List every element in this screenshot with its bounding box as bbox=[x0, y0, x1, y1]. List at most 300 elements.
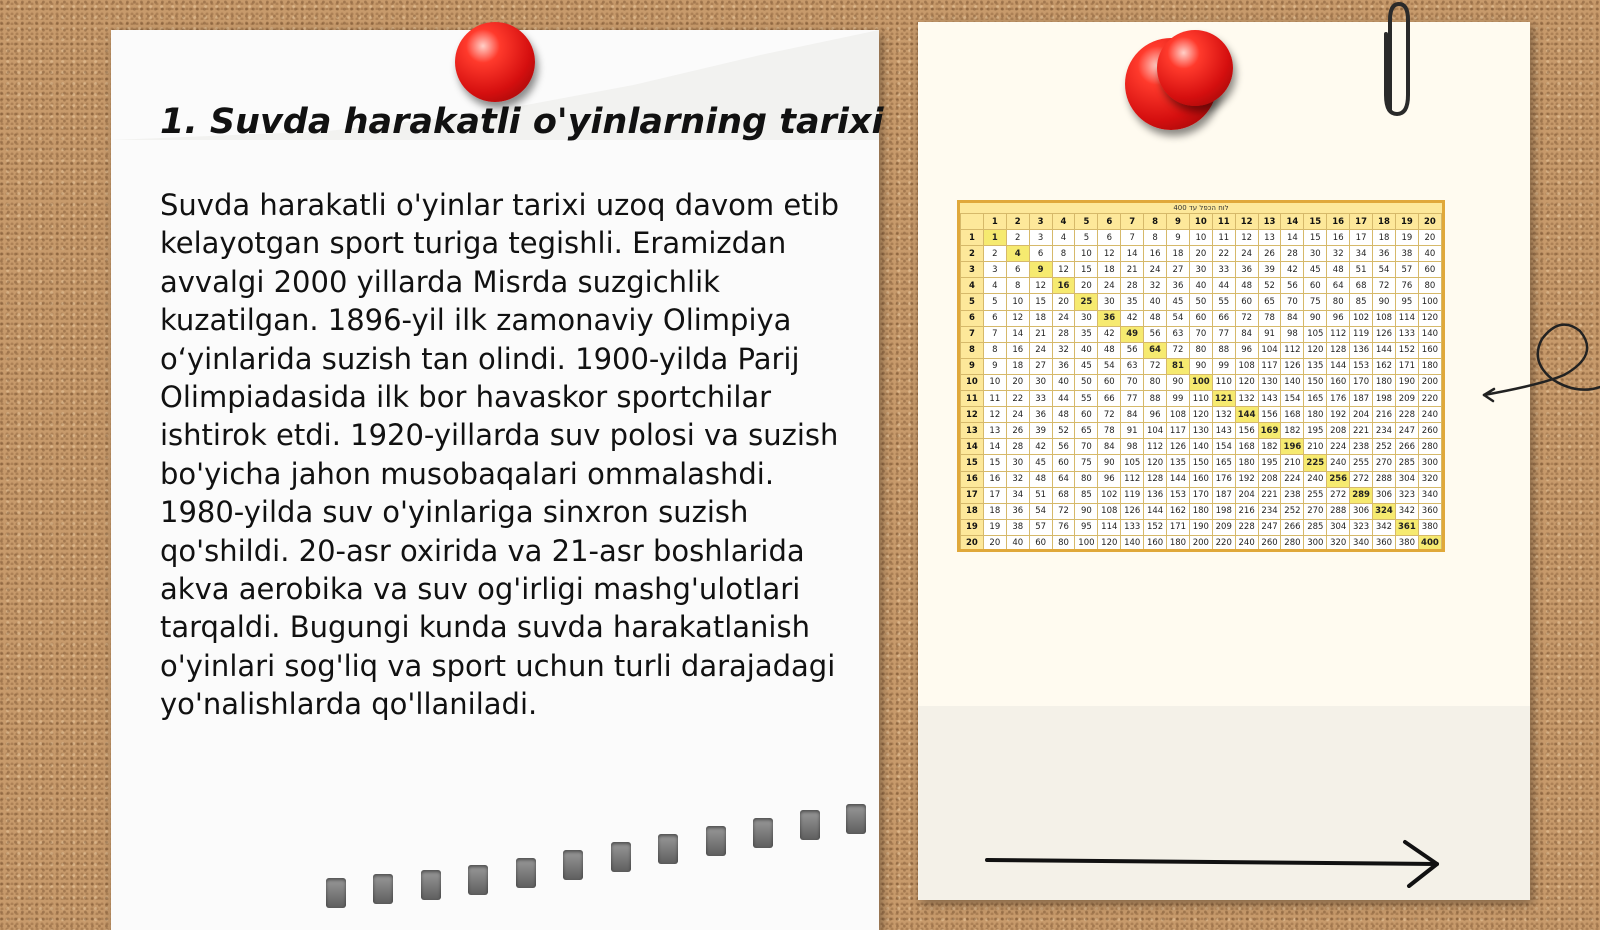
table-cell: 4 bbox=[1006, 246, 1029, 262]
table-cell: 169 bbox=[1258, 423, 1281, 439]
arrow-right-icon bbox=[985, 838, 1445, 888]
table-cell: 120 bbox=[1098, 535, 1121, 551]
table-cell: 140 bbox=[1121, 535, 1144, 551]
table-cell: 110 bbox=[1212, 374, 1235, 390]
table-cell: 12 bbox=[1052, 262, 1075, 278]
table-cell: 176 bbox=[1327, 391, 1350, 407]
table-cell: 24 bbox=[1006, 407, 1029, 423]
binding-slot bbox=[611, 842, 631, 872]
table-row bbox=[961, 374, 1442, 390]
table-cell: 108 bbox=[1235, 358, 1258, 374]
table-row bbox=[961, 310, 1442, 326]
table-cell: 6 bbox=[1029, 246, 1052, 262]
table-cell: 323 bbox=[1350, 519, 1373, 535]
table-cell: 42 bbox=[1029, 439, 1052, 455]
table-cell: 225 bbox=[1304, 455, 1327, 471]
table-cell: 51 bbox=[1029, 487, 1052, 503]
table-cell: 9 bbox=[1029, 262, 1052, 278]
table-cell: 20 bbox=[1189, 246, 1212, 262]
table-cell: 120 bbox=[1235, 374, 1258, 390]
table-column-header: 12 bbox=[1235, 214, 1258, 230]
table-cell: 168 bbox=[1281, 407, 1304, 423]
binding-slot bbox=[753, 818, 773, 848]
table-column-header: 20 bbox=[1418, 214, 1441, 230]
table-cell: 162 bbox=[1167, 503, 1190, 519]
table-cell: 285 bbox=[1304, 519, 1327, 535]
table-cell: 320 bbox=[1418, 471, 1441, 487]
table-corner bbox=[961, 214, 984, 230]
table-cell: 42 bbox=[1098, 326, 1121, 342]
table-cell: 224 bbox=[1281, 471, 1304, 487]
table-cell: 105 bbox=[1121, 455, 1144, 471]
table-cell: 28 bbox=[1006, 439, 1029, 455]
page-title: 1. Suvda harakatli o'yinlarning tarixi bbox=[160, 102, 884, 142]
table-cell: 182 bbox=[1258, 439, 1281, 455]
table-cell: 200 bbox=[1418, 374, 1441, 390]
table-cell: 190 bbox=[1395, 374, 1418, 390]
table-cell: 18 bbox=[1167, 246, 1190, 262]
table-cell: 80 bbox=[1327, 294, 1350, 310]
table-cell: 32 bbox=[1144, 278, 1167, 294]
table-row-header: 13 bbox=[961, 423, 984, 439]
table-cell: 8 bbox=[983, 342, 1006, 358]
table-cell: 400 bbox=[1418, 535, 1441, 551]
table-cell: 195 bbox=[1304, 423, 1327, 439]
table-cell: 6 bbox=[983, 310, 1006, 326]
table-cell: 198 bbox=[1373, 391, 1396, 407]
table-cell: 36 bbox=[1235, 262, 1258, 278]
paperclip-icon bbox=[1380, 0, 1414, 120]
table-cell: 72 bbox=[1144, 358, 1167, 374]
table-cell: 238 bbox=[1350, 439, 1373, 455]
table-cell: 45 bbox=[1029, 455, 1052, 471]
table-cell: 36 bbox=[1006, 503, 1029, 519]
table-cell: 360 bbox=[1373, 535, 1396, 551]
table-cell: 72 bbox=[1373, 278, 1396, 294]
table-cell: 32 bbox=[1327, 246, 1350, 262]
table-cell: 340 bbox=[1350, 535, 1373, 551]
table-cell: 240 bbox=[1304, 471, 1327, 487]
table-cell: 63 bbox=[1167, 326, 1190, 342]
binding-slot bbox=[706, 826, 726, 856]
table-cell: 360 bbox=[1418, 503, 1441, 519]
table-cell: 40 bbox=[1075, 342, 1098, 358]
table-cell: 96 bbox=[1098, 471, 1121, 487]
table-cell: 96 bbox=[1327, 310, 1350, 326]
table-cell: 48 bbox=[1327, 262, 1350, 278]
table-cell: 12 bbox=[1006, 310, 1029, 326]
table-cell: 57 bbox=[1395, 262, 1418, 278]
table-cell: 105 bbox=[1304, 326, 1327, 342]
table-cell: 75 bbox=[1075, 455, 1098, 471]
table-row-header: 8 bbox=[961, 342, 984, 358]
table-cell: 64 bbox=[1144, 342, 1167, 358]
table-cell: 44 bbox=[1212, 278, 1235, 294]
table-cell: 10 bbox=[1075, 246, 1098, 262]
table-cell: 90 bbox=[1075, 503, 1098, 519]
table-cell: 247 bbox=[1258, 519, 1281, 535]
table-cell: 144 bbox=[1235, 407, 1258, 423]
table-cell: 48 bbox=[1235, 278, 1258, 294]
table-column-header: 7 bbox=[1121, 214, 1144, 230]
table-cell: 300 bbox=[1304, 535, 1327, 551]
table-cell: 135 bbox=[1304, 358, 1327, 374]
table-cell: 144 bbox=[1144, 503, 1167, 519]
table-cell: 380 bbox=[1418, 519, 1441, 535]
table-row bbox=[961, 230, 1442, 246]
table-cell: 42 bbox=[1281, 262, 1304, 278]
table-row-header: 17 bbox=[961, 487, 984, 503]
binding-slot bbox=[800, 810, 820, 840]
table-cell: 380 bbox=[1395, 535, 1418, 551]
table-cell: 32 bbox=[1052, 342, 1075, 358]
table-cell: 10 bbox=[1189, 230, 1212, 246]
history-paragraph: Suvda harakatli o'yinlar tarixi uzoq davom etib kelayotgan sport turiga tegishli. Eramizdan avvalgi 2000 yillarda Misrda suzgichlik kuzatilgan. 1896-yil ilk zamonaviy Olimpiya o‘yinlarida suzish tan olindi. 1900-yilda Parij Olimpiadasida ilk bor havaskor sportchilar ishtirok etdi. 1920-yillarda suv polosi va suzish bo'yicha jahon musobaqalari ommalashdi. 1980-yilda suv o'yinlariga sinxron suzish qo'shildi. 20-asr oxirida va 21-asr boshlarida akva aerobika va suv og'irligi mashg'ulotlari tarqaldi. Bugungi kunda suvda harakatlanish o'yinlari sog'liq va sport uchun turli darajadagi yo'nalishlarda qo'llaniladi. bbox=[160, 188, 839, 722]
table-cell: 84 bbox=[1235, 326, 1258, 342]
table-cell: 14 bbox=[1121, 246, 1144, 262]
table-cell: 18 bbox=[1029, 310, 1052, 326]
table-cell: 114 bbox=[1098, 519, 1121, 535]
table-cell: 288 bbox=[1373, 471, 1396, 487]
table-cell: 15 bbox=[1304, 230, 1327, 246]
table-cell: 77 bbox=[1212, 326, 1235, 342]
table-column-header: 9 bbox=[1167, 214, 1190, 230]
table-cell: 221 bbox=[1258, 487, 1281, 503]
table-cell: 15 bbox=[983, 455, 1006, 471]
table-cell: 110 bbox=[1189, 391, 1212, 407]
table-cell: 160 bbox=[1418, 342, 1441, 358]
table-row-header: 12 bbox=[961, 407, 984, 423]
table-cell: 52 bbox=[1258, 278, 1281, 294]
table-cell: 57 bbox=[1029, 519, 1052, 535]
table-column-header: 11 bbox=[1212, 214, 1235, 230]
table-row-header: 6 bbox=[961, 310, 984, 326]
table-cell: 187 bbox=[1212, 487, 1235, 503]
table-cell: 51 bbox=[1350, 262, 1373, 278]
table-cell: 240 bbox=[1327, 455, 1350, 471]
table-cell: 50 bbox=[1189, 294, 1212, 310]
table-cell: 90 bbox=[1167, 374, 1190, 390]
table-cell: 40 bbox=[1418, 246, 1441, 262]
table-cell: 240 bbox=[1235, 535, 1258, 551]
table-cell: 52 bbox=[1052, 423, 1075, 439]
table-cell: 14 bbox=[1281, 230, 1304, 246]
table-cell: 240 bbox=[1418, 407, 1441, 423]
table-cell: 24 bbox=[1235, 246, 1258, 262]
table-cell: 27 bbox=[1167, 262, 1190, 278]
table-cell: 39 bbox=[1258, 262, 1281, 278]
table-cell: 288 bbox=[1327, 503, 1350, 519]
table-cell: 76 bbox=[1395, 278, 1418, 294]
table-cell: 48 bbox=[1052, 407, 1075, 423]
table-cell: 78 bbox=[1258, 310, 1281, 326]
table-row-header: 19 bbox=[961, 519, 984, 535]
table-row bbox=[961, 455, 1442, 471]
table-cell: 54 bbox=[1167, 310, 1190, 326]
table-cell: 180 bbox=[1373, 374, 1396, 390]
table-cell: 323 bbox=[1395, 487, 1418, 503]
table-cell: 54 bbox=[1373, 262, 1396, 278]
table-cell: 28 bbox=[1052, 326, 1075, 342]
table-cell: 144 bbox=[1327, 358, 1350, 374]
table-cell: 140 bbox=[1189, 439, 1212, 455]
table-cell: 228 bbox=[1395, 407, 1418, 423]
table-cell: 130 bbox=[1189, 423, 1212, 439]
table-cell: 255 bbox=[1304, 487, 1327, 503]
table-cell: 66 bbox=[1098, 391, 1121, 407]
table-cell: 140 bbox=[1418, 326, 1441, 342]
table-cell: 24 bbox=[1029, 342, 1052, 358]
table-row bbox=[961, 391, 1442, 407]
table-cell: 171 bbox=[1395, 358, 1418, 374]
table-cell: 36 bbox=[1052, 358, 1075, 374]
table-cell: 247 bbox=[1395, 423, 1418, 439]
table-column-header: 5 bbox=[1075, 214, 1098, 230]
table-cell: 18 bbox=[983, 503, 1006, 519]
table-cell: 84 bbox=[1121, 407, 1144, 423]
table-cell: 68 bbox=[1350, 278, 1373, 294]
table-cell: 143 bbox=[1212, 423, 1235, 439]
table-cell: 195 bbox=[1258, 455, 1281, 471]
table-cell: 65 bbox=[1258, 294, 1281, 310]
table-cell: 7 bbox=[983, 326, 1006, 342]
table-cell: 112 bbox=[1281, 342, 1304, 358]
table-column-header: 13 bbox=[1258, 214, 1281, 230]
table-cell: 176 bbox=[1212, 471, 1235, 487]
table-cell: 34 bbox=[1350, 246, 1373, 262]
table-cell: 80 bbox=[1144, 374, 1167, 390]
table-cell: 153 bbox=[1350, 358, 1373, 374]
table-cell: 120 bbox=[1189, 407, 1212, 423]
table-cell: 306 bbox=[1373, 487, 1396, 503]
table-cell: 128 bbox=[1327, 342, 1350, 358]
table-cell: 126 bbox=[1121, 503, 1144, 519]
table-cell: 75 bbox=[1304, 294, 1327, 310]
table-cell: 99 bbox=[1167, 391, 1190, 407]
table-cell: 32 bbox=[1006, 471, 1029, 487]
table-cell: 15 bbox=[1029, 294, 1052, 310]
table-cell: 72 bbox=[1167, 342, 1190, 358]
table-cell: 60 bbox=[1098, 374, 1121, 390]
table-cell: 48 bbox=[1029, 471, 1052, 487]
table-row bbox=[961, 278, 1442, 294]
table-cell: 44 bbox=[1052, 391, 1075, 407]
table-cell: 20 bbox=[1006, 374, 1029, 390]
table-cell: 17 bbox=[983, 487, 1006, 503]
table-cell: 6 bbox=[1098, 230, 1121, 246]
table-cell: 168 bbox=[1235, 439, 1258, 455]
table-cell: 119 bbox=[1121, 487, 1144, 503]
table-cell: 216 bbox=[1373, 407, 1396, 423]
table-cell: 252 bbox=[1281, 503, 1304, 519]
table-cell: 152 bbox=[1395, 342, 1418, 358]
table-cell: 77 bbox=[1121, 391, 1144, 407]
table-cell: 38 bbox=[1395, 246, 1418, 262]
table-row bbox=[961, 294, 1442, 310]
table-column-header: 15 bbox=[1304, 214, 1327, 230]
table-row bbox=[961, 246, 1442, 262]
table-cell: 9 bbox=[983, 358, 1006, 374]
table-cell: 14 bbox=[983, 439, 1006, 455]
table-cell: 252 bbox=[1373, 439, 1396, 455]
table-cell: 306 bbox=[1350, 503, 1373, 519]
table-cell: 210 bbox=[1304, 439, 1327, 455]
table-cell: 28 bbox=[1281, 246, 1304, 262]
table-cell: 80 bbox=[1052, 535, 1075, 551]
table-cell: 20 bbox=[983, 535, 1006, 551]
table-cell: 120 bbox=[1418, 310, 1441, 326]
table-cell: 266 bbox=[1395, 439, 1418, 455]
table-cell: 152 bbox=[1144, 519, 1167, 535]
table-cell: 361 bbox=[1395, 519, 1418, 535]
table-row-header: 14 bbox=[961, 439, 984, 455]
scribble-arrow-icon bbox=[1480, 315, 1600, 415]
table-row bbox=[961, 262, 1442, 278]
table-cell: 33 bbox=[1212, 262, 1235, 278]
table-cell: 289 bbox=[1350, 487, 1373, 503]
table-cell: 45 bbox=[1167, 294, 1190, 310]
table-cell: 180 bbox=[1167, 535, 1190, 551]
table-row-header: 16 bbox=[961, 471, 984, 487]
table-column-header: 10 bbox=[1189, 214, 1212, 230]
table-cell: 108 bbox=[1373, 310, 1396, 326]
table-cell: 221 bbox=[1350, 423, 1373, 439]
table-cell: 33 bbox=[1029, 391, 1052, 407]
table-cell: 160 bbox=[1144, 535, 1167, 551]
table-cell: 16 bbox=[1327, 230, 1350, 246]
table-cell: 3 bbox=[983, 262, 1006, 278]
table-row bbox=[961, 471, 1442, 487]
table-cell: 35 bbox=[1121, 294, 1144, 310]
table-cell: 12 bbox=[1029, 278, 1052, 294]
table-cell: 30 bbox=[1006, 455, 1029, 471]
table-row bbox=[961, 358, 1442, 374]
table-cell: 220 bbox=[1418, 391, 1441, 407]
table-cell: 70 bbox=[1189, 326, 1212, 342]
table-cell: 204 bbox=[1235, 487, 1258, 503]
table-cell: 126 bbox=[1167, 439, 1190, 455]
table-cell: 30 bbox=[1029, 374, 1052, 390]
table-cell: 165 bbox=[1304, 391, 1327, 407]
table-cell: 266 bbox=[1281, 519, 1304, 535]
table-row-header: 9 bbox=[961, 358, 984, 374]
table-cell: 1 bbox=[983, 230, 1006, 246]
table-cell: 165 bbox=[1212, 455, 1235, 471]
table-cell: 270 bbox=[1304, 503, 1327, 519]
table-cell: 50 bbox=[1075, 374, 1098, 390]
table-cell: 196 bbox=[1281, 439, 1304, 455]
table-cell: 187 bbox=[1350, 391, 1373, 407]
table-cell: 45 bbox=[1075, 358, 1098, 374]
table-cell: 280 bbox=[1281, 535, 1304, 551]
table-cell: 300 bbox=[1418, 455, 1441, 471]
table-cell: 16 bbox=[1144, 246, 1167, 262]
table-cell: 18 bbox=[1006, 358, 1029, 374]
table-cell: 40 bbox=[1189, 278, 1212, 294]
table-cell: 180 bbox=[1418, 358, 1441, 374]
table-cell: 30 bbox=[1075, 310, 1098, 326]
table-cell: 85 bbox=[1075, 487, 1098, 503]
table-row-header: 20 bbox=[961, 535, 984, 551]
table-cell: 56 bbox=[1052, 439, 1075, 455]
table-row bbox=[961, 439, 1442, 455]
table-column-header: 19 bbox=[1395, 214, 1418, 230]
table-cell: 91 bbox=[1121, 423, 1144, 439]
table-cell: 36 bbox=[1098, 310, 1121, 326]
table-cell: 72 bbox=[1098, 407, 1121, 423]
table-column-header: 4 bbox=[1052, 214, 1075, 230]
table-cell: 272 bbox=[1327, 487, 1350, 503]
table-cell: 98 bbox=[1281, 326, 1304, 342]
table-cell: 55 bbox=[1075, 391, 1098, 407]
table-cell: 216 bbox=[1235, 503, 1258, 519]
table-row-header: 10 bbox=[961, 374, 984, 390]
table-cell: 56 bbox=[1144, 326, 1167, 342]
table-cell: 90 bbox=[1304, 310, 1327, 326]
table-cell: 80 bbox=[1418, 278, 1441, 294]
table-cell: 224 bbox=[1327, 439, 1350, 455]
table-cell: 192 bbox=[1327, 407, 1350, 423]
table-cell: 117 bbox=[1258, 358, 1281, 374]
table-cell: 15 bbox=[1075, 262, 1098, 278]
table-row-header: 7 bbox=[961, 326, 984, 342]
table-cell: 126 bbox=[1281, 358, 1304, 374]
table-cell: 96 bbox=[1235, 342, 1258, 358]
table-cell: 210 bbox=[1281, 455, 1304, 471]
table-cell: 304 bbox=[1327, 519, 1350, 535]
table-cell: 95 bbox=[1075, 519, 1098, 535]
table-cell: 30 bbox=[1304, 246, 1327, 262]
table-cell: 17 bbox=[1350, 230, 1373, 246]
table-row-header: 2 bbox=[961, 246, 984, 262]
table-cell: 256 bbox=[1327, 471, 1350, 487]
table-column-header: 18 bbox=[1373, 214, 1396, 230]
table-cell: 108 bbox=[1167, 407, 1190, 423]
table-cell: 320 bbox=[1327, 535, 1350, 551]
table-cell: 34 bbox=[1006, 487, 1029, 503]
table-cell: 136 bbox=[1350, 342, 1373, 358]
table-cell: 8 bbox=[1006, 278, 1029, 294]
table-cell: 19 bbox=[983, 519, 1006, 535]
table-cell: 66 bbox=[1212, 310, 1235, 326]
table-cell: 80 bbox=[1075, 471, 1098, 487]
table-cell: 36 bbox=[1373, 246, 1396, 262]
table-cell: 162 bbox=[1373, 358, 1396, 374]
table-cell: 63 bbox=[1121, 358, 1144, 374]
table-cell: 20 bbox=[1075, 278, 1098, 294]
table-cell: 39 bbox=[1029, 423, 1052, 439]
table-cell: 342 bbox=[1373, 519, 1396, 535]
binding-slot bbox=[421, 870, 441, 900]
table-cell: 65 bbox=[1075, 423, 1098, 439]
table-cell: 255 bbox=[1350, 455, 1373, 471]
table-cell: 13 bbox=[983, 423, 1006, 439]
table-cell: 11 bbox=[983, 391, 1006, 407]
table-cell: 81 bbox=[1167, 358, 1190, 374]
table-cell: 120 bbox=[1304, 342, 1327, 358]
table-cell: 9 bbox=[1167, 230, 1190, 246]
table-column-header: 16 bbox=[1327, 214, 1350, 230]
table-cell: 24 bbox=[1098, 278, 1121, 294]
table-cell: 56 bbox=[1281, 278, 1304, 294]
table-row-header: 1 bbox=[961, 230, 984, 246]
table-cell: 80 bbox=[1189, 342, 1212, 358]
table-cell: 21 bbox=[1121, 262, 1144, 278]
table-cell: 72 bbox=[1235, 310, 1258, 326]
table-cell: 150 bbox=[1189, 455, 1212, 471]
table-cell: 54 bbox=[1098, 358, 1121, 374]
table-cell: 121 bbox=[1212, 391, 1235, 407]
